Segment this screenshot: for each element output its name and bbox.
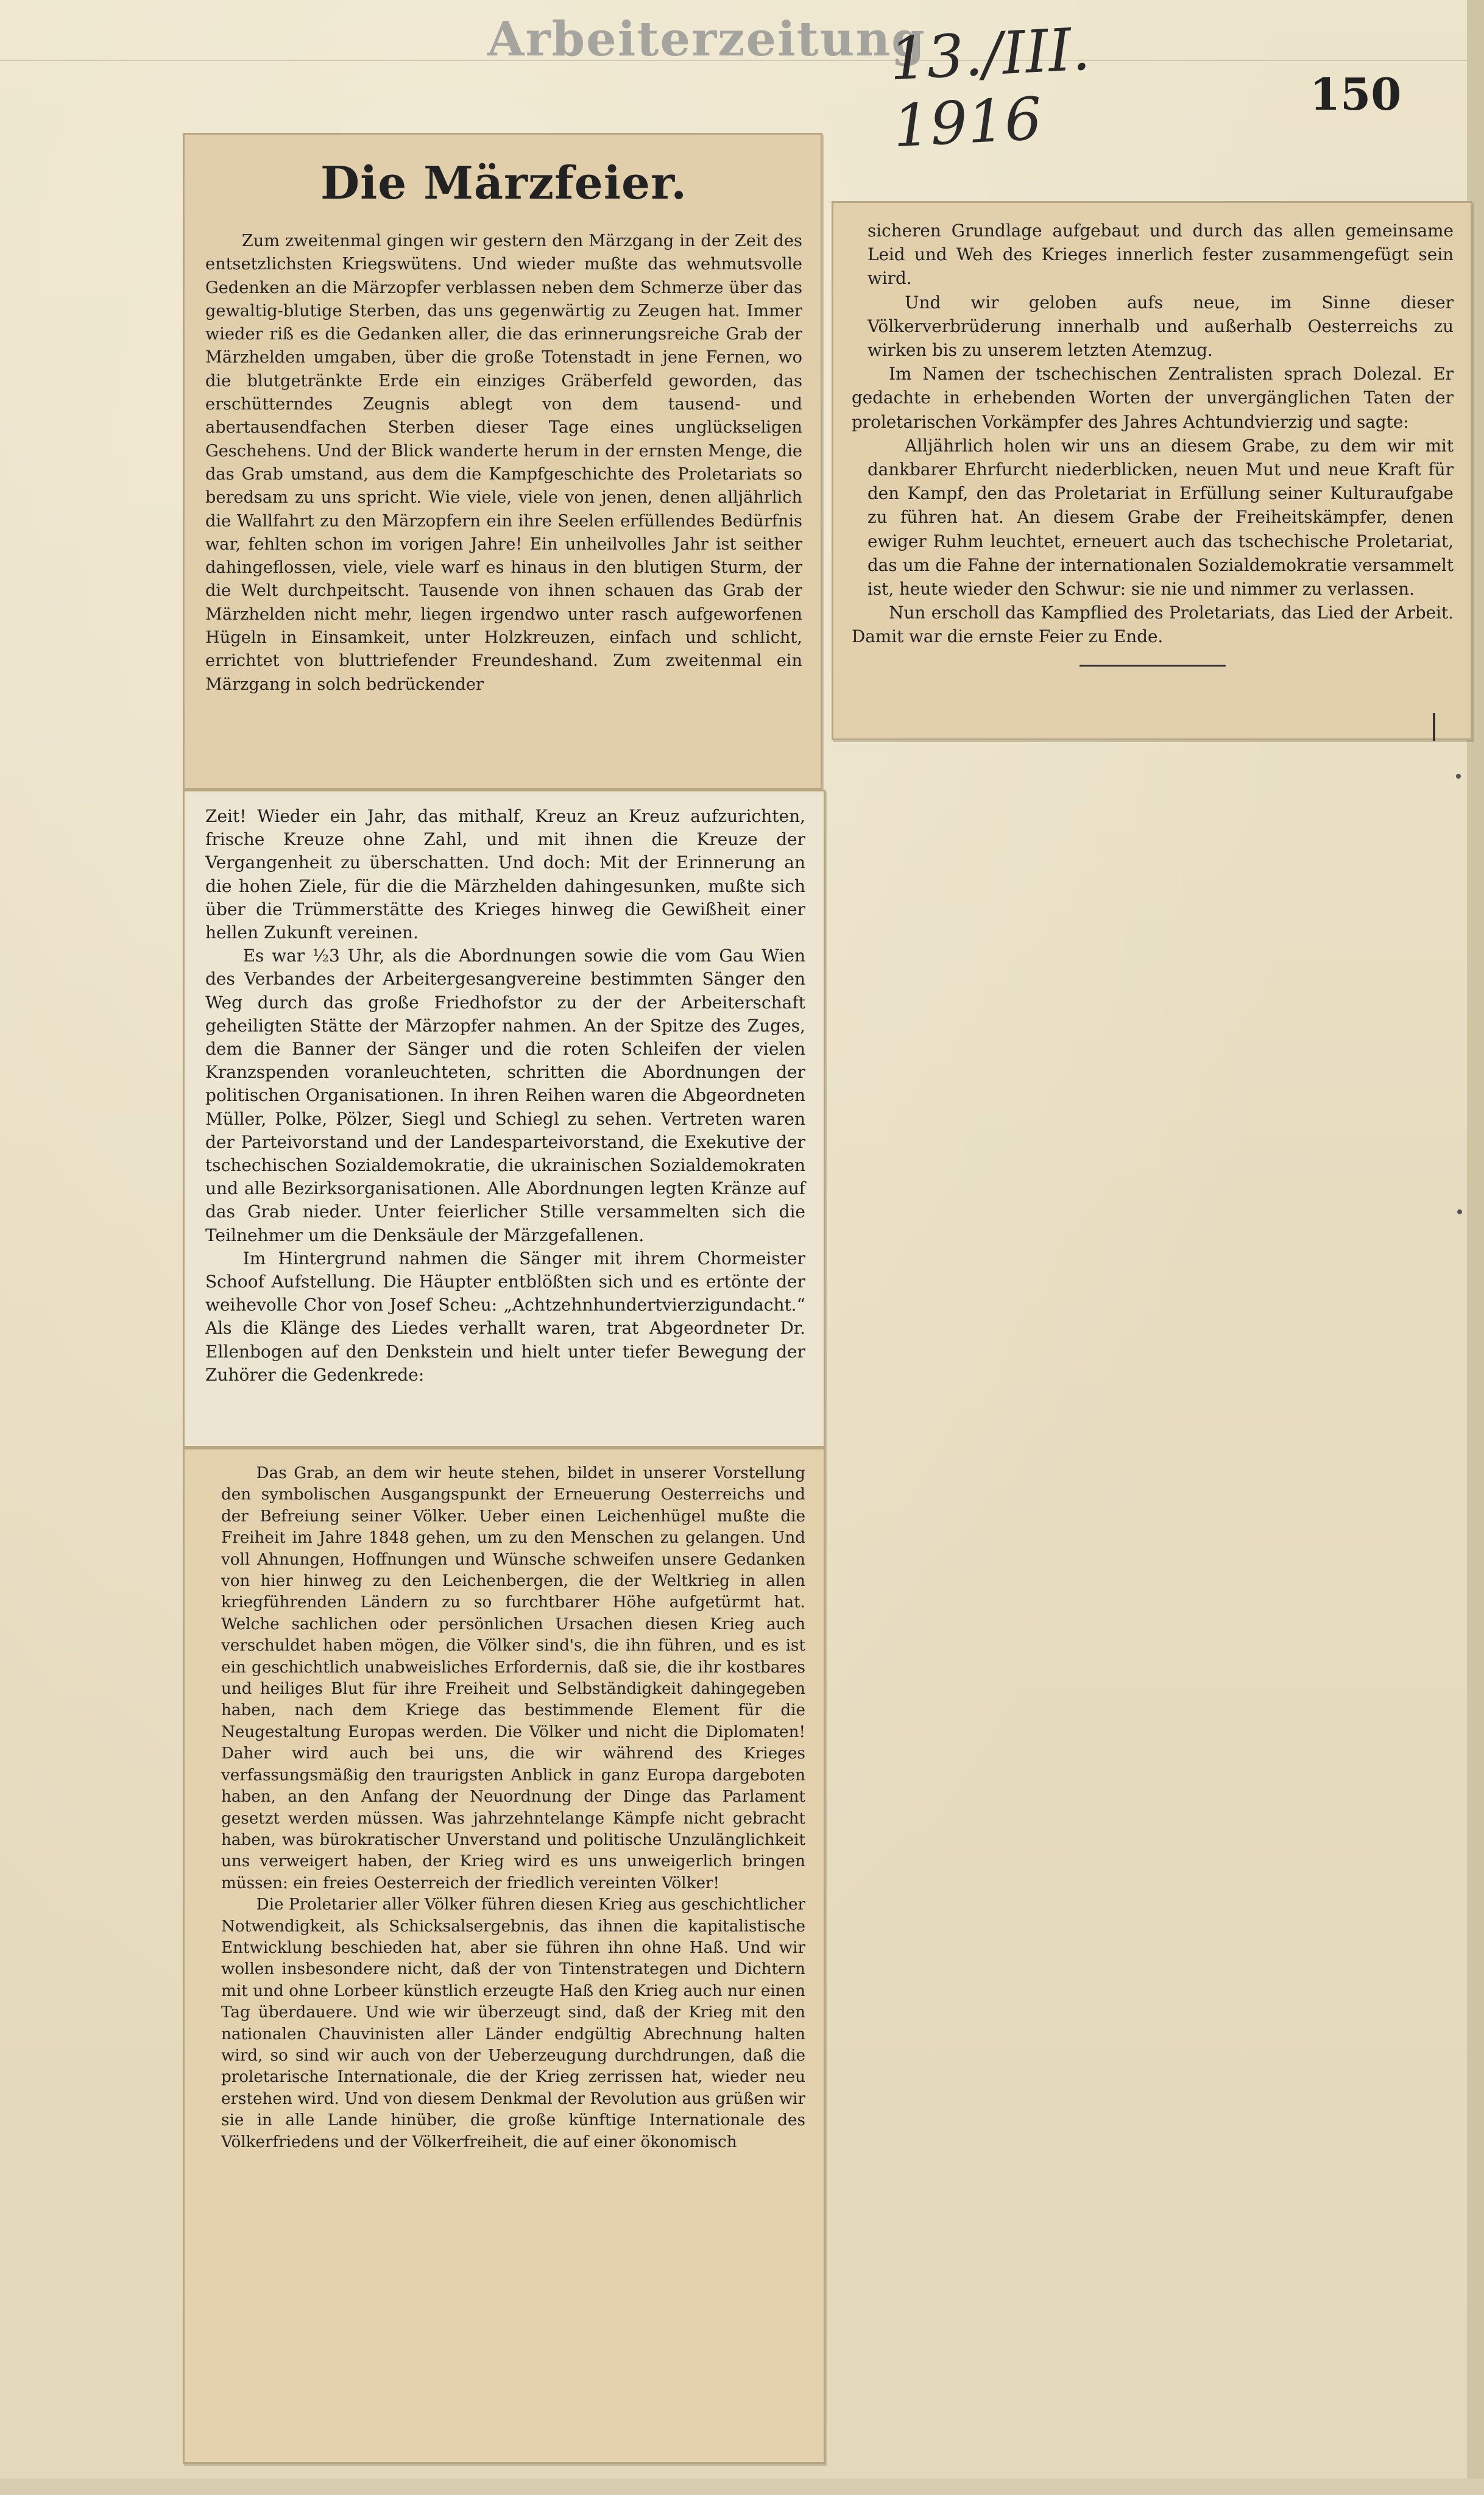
paragraph: Es war ½3 Uhr, als die Abordnungen sowie die vom Gau Wien des Verbandes der Arbeitergesangvereine bestimmten Sänger den Weg durch das große Friedhofstor zu der der Arbeiterschaft geheiligten Stätte der Märzopfer nahmen. An der Spitze des Zuges, dem die Banner der Sänger und die roten Schleifen der vielen Kranzspenden voranleuchteten, schritten die Abordnungen der politischen Organisationen. In ihren Reihen waren die Abgeordneten Müller, Polke, Pölzer, Siegl und Schiegl zu sehen. Vertreten waren der Parteivorstand und der Landesparteivorstand, die Exekutive der tschechischen Sozialdemokratie, die ukrainischen Sozialdemokraten und alle Bezirksorganisationen. Alle Abordnungen legten Kränze auf das Grab nieder. Unter feierlicher Stille versammelten sich die Teilnehmer um die Denksäule der Märzgefallenen.	[205, 946, 805, 1245]
paragraph: Die Proletarier aller Völker führen diesen Krieg aus geschichtlicher Notwendigkeit, als Schicksalsergebnis, das ihnen die kapitalistische Entwicklung beschieden hat, aber sie führen ihn ohne Haß. Und wir wollen insbesondere nicht, daß der von Tintenstrategen und Dichtern mit und ohne Lorbeer künstlich erzeugte Haß den Krieg auch nur einen Tag überdauere. Und wie wir überzeugt sind, daß der Krieg mit den nationalen Chauvinisten aller Länder endgültig Abrechnung halten wird, so sind wir auch von der Ueberzeugung durchdrungen, daß die proletarische Internationale, die der Krieg zerrissen hat, wieder neu erstehen wird. Und von diesem Denkmal der Revolution aus grüßen wir sie in alle Lande hinüber, die große künftige Internationale des Völkerfriedens und der Völkerfreiheit, die auf einer ökonomisch	[221, 1895, 805, 2151]
paper-speck	[1457, 1209, 1462, 1214]
clipping-right-column	[832, 201, 1472, 740]
newspaper-stamp: Arbeiterzeitung	[487, 12, 926, 67]
paragraph: Zum zweitenmal gingen wir gestern den Märzgang in der Zeit des entsetzlichsten Kriegswütens. Und wieder mußte das wehmutsvolle Gedenken an die Märzopfer verblassen neben dem Schmerze über das gewaltig-blutige Sterben, das uns gegenwärtig zu Zeugen hat. Immer wieder riß es die Gedanken aller, die das erinnerungsreiche Grab der Märzhelden umgaben, über die große Totenstadt in jene Fernen, wo die blutgetränkte Erde ein einziges Gräberfeld geworden, das erschütterndes Zeugnis ablegt von dem tausend- und abertausendfachen Sterben dieser Tage eines unglückseligen Geschehens. Und der Blick wanderte herum in der ernsten Menge, die das Grab umstand, aus dem die Kampfgeschichte des Proletariats so beredsam zu uns spricht. Wie viele, viele von jenen, denen alljährlich die Wallfahrt zu den Märzopfern ein ihre Seelen erfüllendes Bedürfnis war, fehlten schon im vorigen Jahre! Ein unheilvolles Jahr ist seither dahingeflossen, viele, viele warf es hinaus in den blutigen Sturm, der die Welt durchpeitscht. Tausende von ihnen schauen das Grab der Märzhelden nicht mehr, liegen irgendwo unter rasch aufgeworfenen Hügeln in Einsamkeit, unter Holzkreuzen, einfach und schlicht, errichtet von bluttriefender Freundeshand. Zum zweitenmal ein Märzgang in solch bedrückender	[205, 232, 802, 694]
clipping-headline-column	[183, 133, 822, 790]
paper-speck	[1456, 774, 1461, 779]
margin-mark	[1433, 713, 1435, 741]
clipping-speech-column	[183, 1448, 825, 2464]
paragraph: Im Hintergrund nahmen die Sänger mit ihrem Chormeister Schoof Aufstellung. Die Häupter entblößten sich und es ertönte der weihevolle Chor von Josef Scheu: „Achtzehnhundertvierzigundacht.“ Als die Klänge des Liedes verhallt waren, trat Abgeordneter Dr. Ellenbogen auf den Denkstein und hielt unter tiefer Bewegung der Zuhörer die Gedenkrede:	[205, 1248, 805, 1385]
sheet-bottom-edge	[0, 2479, 1484, 2495]
article-title: Die Märzfeier.	[320, 157, 688, 210]
paragraph: Zeit! Wieder ein Jahr, das mithalf, Kreuz an Kreuz aufzurichten, frische Kreuze ohne Zahl, und mit ihnen die Kreuze der Vergangenheit zu überschatten. Und doch: Mit der Erinnerung an die hohen Ziele, für die die Märzhelden dahingesunken, mußte sich über die Trümmerstätte des Krieges hinweg die Gewißheit einer hellen Zukunft vereinen.	[205, 806, 805, 943]
page-number: 150	[1310, 68, 1402, 120]
end-rule	[1079, 665, 1226, 667]
paragraph: Und wir geloben aufs neue, im Sinne dieser Völkerverbrüderung innerhalb und außerhalb Oesterreichs zu wirken bis zu unserem letzten Atemzug.	[867, 292, 1454, 361]
handwritten-date: 13./III. 1916	[888, 15, 1092, 161]
paragraph: Das Grab, an dem wir heute stehen, bildet in unserer Vorstellung den symbolischen Ausgangspunkt der Erneuerung Oesterreichs und der Befreiung seiner Völker. Ueber einen Leichenhügel mußte die Freiheit im Jahre 1848 gehen, um zu den Menschen zu gelangen. Und voll Ahnungen, Hoffnungen und Wünsche schweifen unsere Gedanken von hier hinweg zu den Leichenbergen, die der Weltkrieg in allen kriegführenden Ländern zu so furchtbarer Höhe aufgetürmt hat. Welche sachlichen oder persönlichen Ursachen diesen Krieg auch verschuldet haben mögen, die Völker sind's, die ihn führen, und es ist ein geschichtlich unabweisliches Erfordernis, daß sie, die ihr kostbares und heiliges Blut für ihre Freiheit und Selbständigkeit dahingegeben haben, nach dem Kriege das bestimmende Element für die Neugestaltung Europas werden. Die Völker und nicht die Diplomaten! Daher wird auch bei uns, die wir während des Krieges verfassungsmäßig den traurigsten Anblick in ganz Europa dargeboten haben, an den Anfang der Neuordnung der Dinge das Parlament gesetzt werden müssen. Was jahrzehntelange Kämpfe nicht gebracht haben, was bürokratischer Unverstand und politische Unzulänglichkeit uns verweigert haben, der Krieg wird es uns unweigerlich bringen müssen: ein freies Oesterreich der friedlich vereinten Völker!	[221, 1464, 805, 1892]
paragraph: Nun erscholl das Kampflied des Proletariats, das Lied der Arbeit. Damit war die ernste Feier zu Ende.	[852, 603, 1454, 647]
paragraph: Alljährlich holen wir uns an diesem Grabe, zu dem wir mit dankbarer Ehrfurcht niederblicken, neuen Mut und neue Kraft für den Kampf, den das Proletariat in Erfüllung seiner Kulturaufgabe zu führen hat. An diesem Grabe der Freiheitskämpfer, denen ewiger Ruhm leuchtet, erneuert auch das tschechische Proletariat, das um die Fahne der internationalen Sozialdemokratie versammelt ist, heute wieder den Schwur: sie nie und nimmer zu verlassen.	[867, 435, 1454, 600]
paragraph: Im Namen der tschechischen Zentralisten sprach Dolezal. Er gedachte in erhebenden Worten der unvergänglichen Taten der proletarischen Vorkämpfer des Jahres Achtundvierzig und sagte:	[852, 364, 1454, 432]
clipping-middle-column	[183, 790, 825, 1448]
paragraph: sicheren Grundlage aufgebaut und durch das allen gemeinsame Leid und Weh des Krieges innerlich fester zusammengefügt sein wird.	[867, 221, 1454, 289]
